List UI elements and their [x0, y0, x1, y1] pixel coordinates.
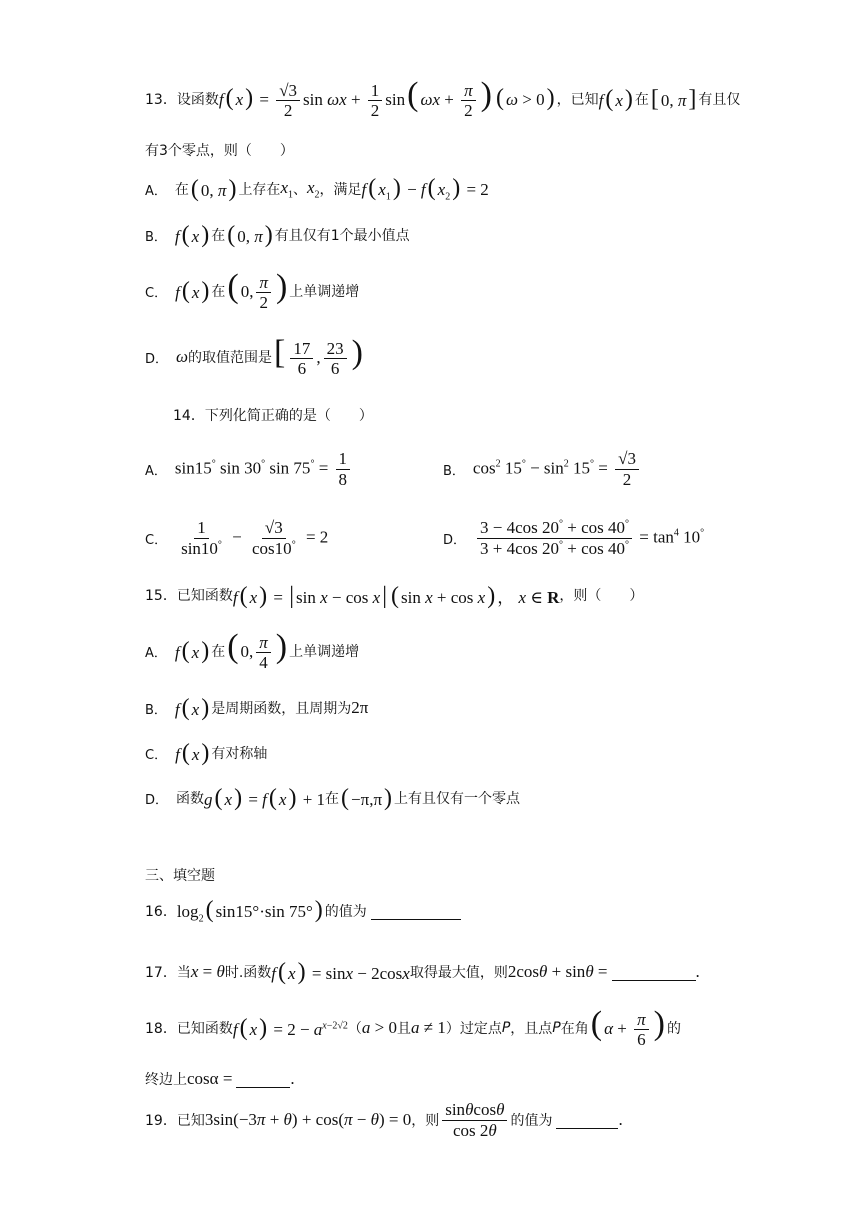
q13-function-formula: f( x) = $\frac{√3}{2}$ sin ωx + $\frac{1}{2}$ sin( ωx + $\frac{\pi}{2}$ ) ( ω > 0) — [218, 75, 555, 121]
q16: 16． $\log_2$( sin15°·sin 75°) 的值为 — [145, 897, 461, 925]
q14-option-c: C． $\frac{1}{\sin 10^\circ}$ − $\frac{√3}{\cos 10^\circ}$ = 2 — [145, 517, 329, 558]
q14-number: 14． — [173, 408, 205, 424]
q18-number: 18． — [145, 1021, 177, 1037]
q15-option-b: B． f( x) 是周期函数，且周期为 2π — [145, 695, 369, 721]
q13-stem: 13． 设函数 f( x) = $\frac{√3}{2}$ sin ωx + $\frac{1}{2}$ sin( ωx + $\frac{\pi}{2}$ ) ( ω > 0) ，已知 f( x) 在 [ 0, π] 有且仅 — [145, 75, 741, 121]
answer-blank[interactable] — [556, 1112, 618, 1129]
q17-number: 17． — [145, 965, 177, 981]
q15-stem: 15． 已知函数 f( x) = | sin x − cos x| ( sin x + cos x) ， x ∈ R ，则（ ） — [145, 582, 644, 609]
q15-number: 15． — [145, 588, 177, 604]
answer-blank[interactable] — [612, 964, 696, 981]
q19: 19． 已知 3sin(−3π + θ) + cos(π − θ) = 0 ，则 $\frac{\sin\theta\cos\theta}{\cos 2\theta}$ 的值为 . — [145, 1099, 623, 1140]
q18-line2: 终边上 cosα = . — [145, 1069, 295, 1088]
q14-option-b: B． $\cos^2 15^\circ - \sin^2 15^\circ$ = $\frac{√3}{2}$ — [443, 446, 642, 492]
q13-option-d: D． ω 的取值范围是 [ $\frac{17}{6}$ , $\frac{23}{6}$ ) — [145, 333, 363, 379]
q19-number: 19． — [145, 1113, 177, 1129]
q16-number: 16． — [145, 904, 177, 920]
q17: 17． 当 x = θ 时.函数 f( x) = sinx − 2cosx 取得最大值，则 2cosθ + sinθ = . — [145, 959, 700, 985]
q13-option-a: A． 在 ( 0, π) 上存在 $x_1$ 、 $x_2$ ，满足 f( $x_1) - f$( $x_2) = 2$ — [145, 174, 489, 203]
q18-line1: 18． 已知函数 f( $x) = 2 - a^{x-2√2}$ （ a > 0 且 a ≠ 1 ） 过定点 P ，且点 P 在角 ( α + $\frac{\pi}{6}$ ) 的 — [145, 1004, 681, 1050]
q13-option-c: C． f( x) 在 ( 0, $\frac{\pi}{2}$ ) 上单调递增 — [145, 267, 360, 313]
q14-option-a: A． sin15° sin 30° sin 75° = $\frac{1}{8}$ — [145, 446, 353, 492]
answer-blank[interactable] — [236, 1071, 290, 1088]
q15-option-c: C． f( x) 有对称轴 — [145, 740, 268, 766]
section-title: 三、填空题 — [145, 868, 215, 884]
q15-option-d: D． 函数 g( x) = f( x) + 1 在 ( −π,π) 上有且仅有一个零点 — [145, 785, 521, 811]
q14-stem: 14． 下列化简正确的是（ ） — [173, 403, 373, 427]
q13-option-b: B． f( x) 在 ( 0, π) 有且仅有1个最小值点 — [145, 222, 410, 248]
q13-number: 13． — [145, 92, 177, 108]
q14-option-d: D． $\frac{3 - 4\cos 20^\circ + \cos 40^\circ}{3 + 4\cos 20^\circ + \cos 40^\circ}$ = $\tan^4 10^\circ$ — [443, 517, 705, 558]
answer-blank[interactable] — [371, 903, 461, 920]
q13-stem-line2: 有3个零点，则（ ） — [145, 143, 294, 159]
q15-option-a: A． f( x) 在 ( 0, $\frac{\pi}{4}$ ) 上单调递增 — [145, 627, 360, 673]
